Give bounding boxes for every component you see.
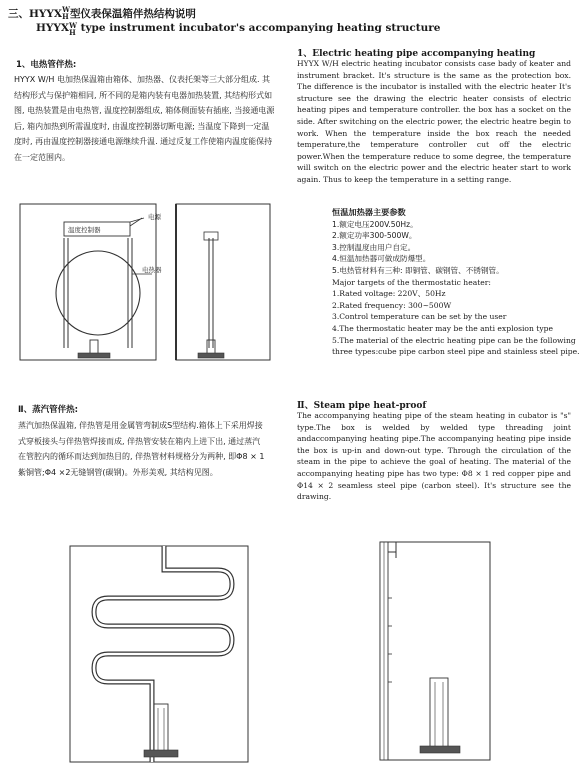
steam-pipe-side-diagram: [374, 538, 494, 768]
targets-zh-item: 1.额定电压200V.50Hz。: [332, 219, 418, 229]
targets-zh-item: 3.控制温度由用户自定。: [332, 242, 416, 252]
section2-zh-heading: Ⅱ、蒸汽管伴热:: [18, 405, 78, 415]
targets-en-item: 1.Rated voltage: 220V、50Hz: [332, 289, 446, 299]
targets-en-item: 2.Rated frequency: 300~500W: [332, 300, 452, 310]
instrument-circle: [56, 251, 140, 335]
section1-en-body: HYYX W/H electric heating incubator consists case bady of keater and instrument bracket. It's structure is the same as the protection box. The difference is the incubator is installed with the electric heater It's structure see the drawing the electric heater consists of electric heating pipes and temperature controller. the box has a socket on the side. After switching on the electric power, the electric heatre begin to work. When the temperature inside the box reach the needed temperature,the temperature controller cut off the electric power.When the temperature reduce to some degree, the temperature will switch on the electric power and the electric heater start to work again. Thus to keep the temperature in a setting range.: [297, 59, 571, 184]
page-title-en: HYYXW H type instrument incubator's accompanying heating structure: [36, 21, 441, 37]
section1-zh-heading: 1、电热管伴热:: [16, 60, 77, 70]
title-superscript: W H: [62, 5, 70, 21]
incubator-side-box: [176, 204, 270, 360]
section2-zh-body: 蒸汽加热保温箱, 伴热管是用金属管弯制成S型结构.箱体上下采用焊接式穿板接头与伴热管焊接而成, 伴热管安装在箱内上进下出, 通过蒸汽在管腔内的循环而达到加热目的, 伴热管材料规格分为两种, 即Φ8 × 1紫铜管;Φ4 ×2无缝钢管(碳钢)。外形美观, 其结构见图。: [18, 421, 265, 477]
targets-en-item: 3.Control temperature can be set by the user: [332, 312, 507, 322]
targets-en-item: three types:cube pipe carbon steel pipe and stainless steel pipe.: [332, 347, 580, 357]
page-title: [8, 6, 196, 21]
power-label: 电源: [148, 213, 161, 221]
targets-zh-item: 5.电热管材料有三种: 即铜管、碳钢管、不锈钢管。: [332, 265, 504, 275]
targets-en-item: 5.The material of the electric heating pipe can be the following: [332, 335, 576, 345]
title-zh: 型仪表保温箱伴热结构说明: [69, 8, 196, 20]
targets-en-item: 4.The thermostatic heater may be the anti explosion type: [332, 323, 553, 333]
heater-label: 电热器: [142, 266, 162, 274]
section1-zh-body: HYYX W/H 电加热保温箱由箱体、加热器、仪表托架等三大部分组成. 其结构形式与保护箱相同, 所不同的是箱内装有电器加热装置, 其结构形式如图, 电热装置是由电热管, 温度控制器组成, 箱体侧面装有插座, 当接通电源后, 箱内加热到所需温度时, 由温度控制器切断电源; 当温度下降到一定温度时, 再由温度控制器接通电源继续升温. 通过反复工作使箱内温度能保持在一定范围内。: [14, 75, 275, 162]
targets-en-heading: Major targets of the thermostatic heater:: [332, 277, 491, 287]
steam-pipe-front-diagram: [68, 542, 252, 768]
controller-label: 温度控制器: [68, 226, 101, 234]
section1-en-heading: 1、Electric heating pipe accompanying heating: [297, 49, 536, 59]
electric-heater-diagram: [18, 198, 274, 366]
s-shaped-pipe: [94, 546, 232, 762]
targets-block: [332, 207, 580, 358]
section2-en-heading: Ⅱ、Steam pipe heat-proof: [297, 401, 427, 411]
targets-zh-item: 4.恒温加热器可做成防爆型。: [332, 254, 431, 264]
title-prefix: 三、HYYX: [8, 8, 63, 20]
section2-en-body: The accompanying heating pipe of the steam heating in cubator is "s" type.The box is welded by welded type threading joint andaccompanying heating pipe.The accompanying heating pipe inside the box is up-in and down-out type. Through the circulation of the steam in the pipe to achieve the goal of heating. The material of the accompanying heating pipe has two type: Φ8 × 1 red copper pipe and Φ14 × 2 seamless steel pipe (carbon steel). It's structure see the drawing.: [297, 411, 571, 502]
targets-zh-item: 2.额定功率300-500W。: [332, 231, 417, 241]
targets-zh-heading: 恒温加热器主要参数: [332, 207, 406, 217]
